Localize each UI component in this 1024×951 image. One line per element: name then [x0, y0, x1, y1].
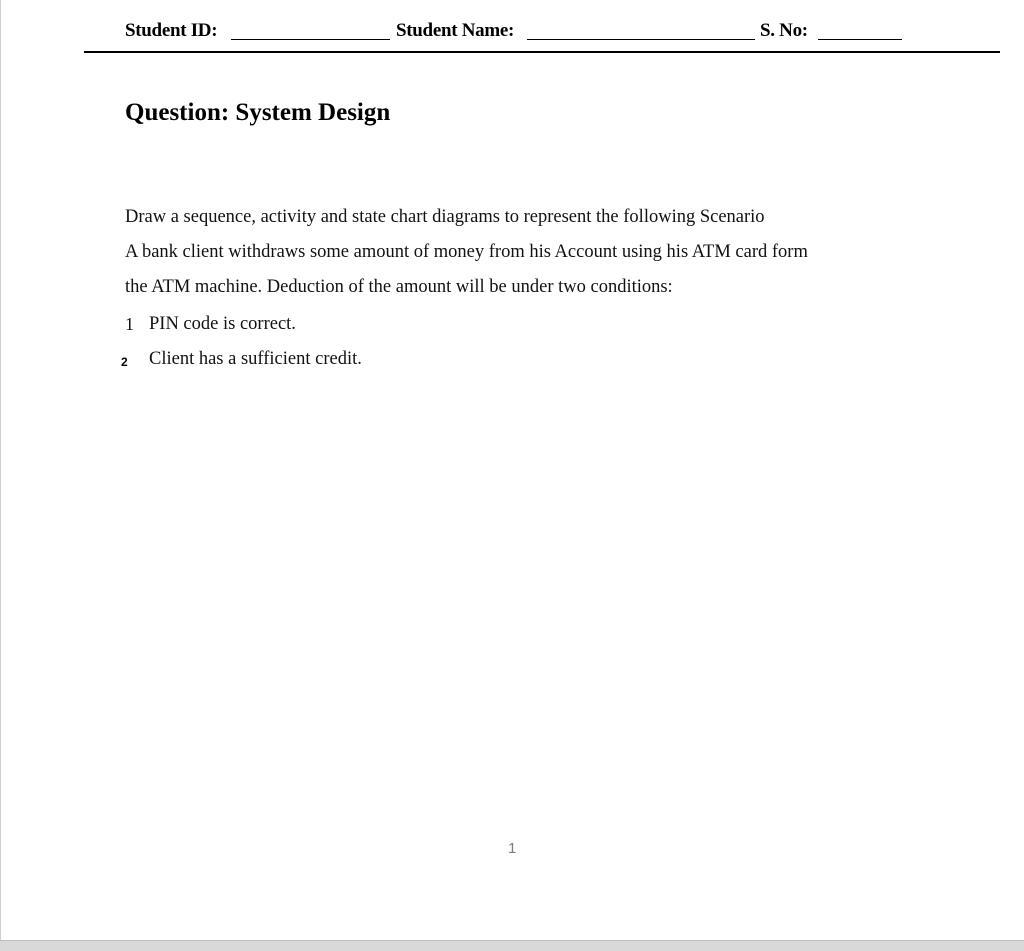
question-title: Question: System Design [125, 99, 391, 126]
condition-text: PIN code is correct. [149, 314, 296, 334]
condition-number: 2 [121, 355, 128, 369]
page-number: 1 [508, 840, 517, 857]
student-id-label: Student ID: [125, 20, 218, 41]
condition-text: Client has a sufficient credit. [149, 349, 362, 369]
student-name-label: Student Name: [396, 20, 515, 41]
viewer-bottom-bar [0, 940, 1024, 951]
header-rule [84, 51, 1000, 53]
scenario-line-2: the ATM machine. Deduction of the amount will be under two conditions: [125, 277, 673, 297]
instruction-line: Draw a sequence, activity and state chart diagrams to represent the following Scenario [125, 207, 765, 227]
student-id-blank [231, 39, 390, 40]
student-name-blank [527, 39, 755, 40]
scenario-line-1: A bank client withdraws some amount of money from his Account using his ATM card form [125, 242, 808, 262]
condition-number: 1 [125, 314, 134, 334]
serial-no-label: S. No: [760, 20, 808, 41]
serial-no-blank [818, 39, 902, 40]
page-left-edge [0, 0, 1, 940]
